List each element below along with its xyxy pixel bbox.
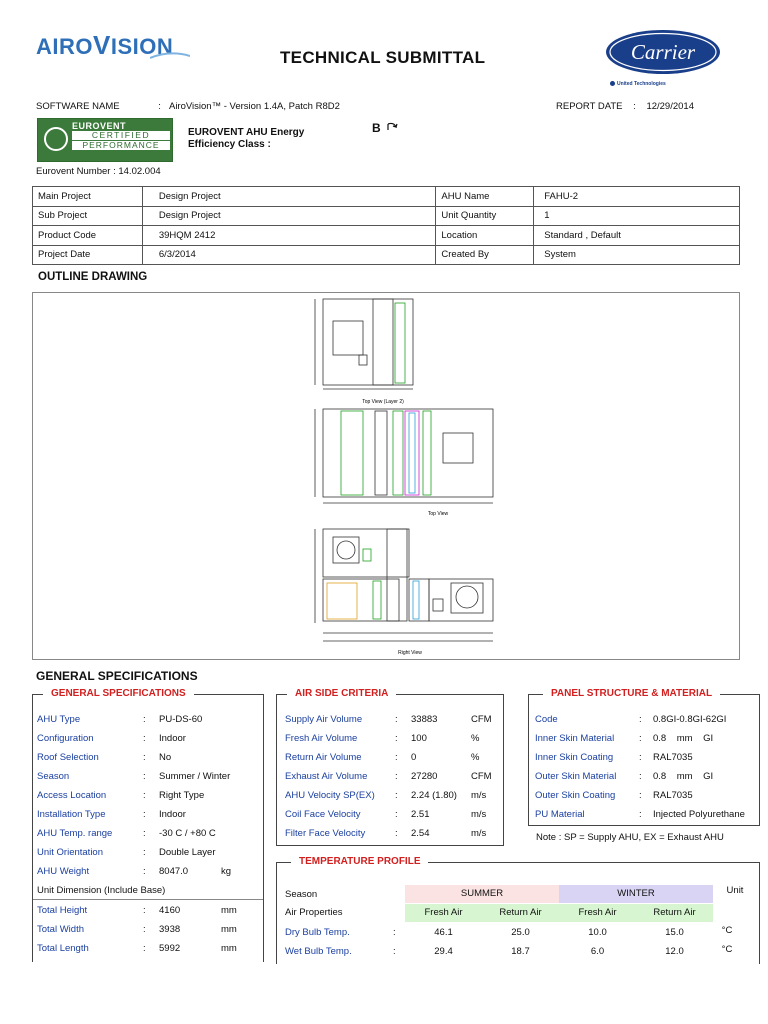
unit-dimension-divider	[33, 899, 263, 900]
eurovent-e-icon	[44, 127, 68, 151]
unit-header: Unit	[726, 885, 744, 896]
spec-unit: kg	[221, 866, 232, 877]
air-side-label: AHU Velocity SP(EX)	[285, 790, 375, 801]
air-side-colon: :	[395, 752, 398, 763]
right-view-drawing	[315, 529, 493, 641]
spec-value: 8047.0	[159, 866, 189, 877]
spec-colon: :	[143, 866, 146, 877]
temperature-unit: °C	[721, 944, 733, 955]
air-side-label: Fresh Air Volume	[285, 733, 358, 744]
air-side-value: 33883	[411, 714, 438, 725]
temperature-profile-title: TEMPERATURE PROFILE	[291, 856, 428, 867]
general-specifications-panel	[32, 688, 264, 962]
airovision-logo: AIROVISION	[36, 30, 174, 60]
air-side-unit: %	[471, 733, 480, 744]
air-properties-label: Air Properties	[285, 907, 343, 918]
air-side-label: Exhaust Air Volume	[285, 771, 368, 782]
spec-value: 4160	[159, 905, 181, 916]
air-side-value: 27280	[411, 771, 438, 782]
air-side-colon: :	[395, 771, 398, 782]
winter-header: WINTER	[559, 885, 713, 903]
panel-colon: :	[639, 752, 642, 763]
temperature-row-colon: :	[393, 927, 396, 938]
air-side-unit: CFM	[471, 771, 492, 782]
spec-value: Right Type	[159, 790, 205, 801]
spec-colon: :	[143, 790, 146, 801]
top-view-layer2-label: Top View (Layer 2)	[362, 399, 404, 405]
spec-label: Total Width	[37, 924, 84, 935]
air-side-panel-title: AIR SIDE CRITERIA	[287, 688, 396, 699]
temperature-value: 46.1	[434, 927, 453, 938]
temperature-value: 10.0	[588, 927, 607, 938]
spec-value: PU-DS-60	[159, 714, 203, 725]
panel-label: Outer Skin Coating	[535, 790, 616, 801]
top-view-layer2-drawing	[315, 299, 413, 389]
panel-value: Injected Polyurethane	[653, 809, 745, 820]
air-side-unit: m/s	[471, 790, 487, 801]
spec-label: Season	[37, 771, 70, 782]
outline-drawing-frame	[32, 292, 740, 660]
project-info-table	[32, 186, 740, 265]
air-side-unit: %	[471, 752, 480, 763]
panel-label: Inner Skin Material	[535, 733, 615, 744]
spec-colon: :	[143, 905, 146, 916]
outline-drawing-heading: OUTLINE DRAWING	[38, 271, 148, 283]
air-side-colon: :	[395, 828, 398, 839]
spec-label: Configuration	[37, 733, 94, 744]
energy-class-value: B	[372, 121, 398, 135]
summer-header: SUMMER	[405, 885, 559, 903]
general-panel-title: GENERAL SPECIFICATIONS	[43, 688, 194, 699]
class-arrow-icon	[386, 122, 398, 132]
panel-value: RAL7035	[653, 752, 693, 763]
panel-value: 0.8GI-0.8GI-62GI	[653, 714, 727, 725]
temperature-row-label: Wet Bulb Temp.	[285, 946, 352, 957]
report-date-row: REPORT DATE : 12/29/2014	[556, 101, 694, 112]
air-side-value: 100	[411, 733, 427, 744]
energy-efficiency-label: EUROVENT AHU Energy Efficiency Class :	[188, 127, 305, 150]
spec-label: Total Length	[37, 943, 89, 954]
panel-label: Code	[535, 714, 558, 725]
spec-colon: :	[143, 943, 146, 954]
air-side-label: Return Air Volume	[285, 752, 362, 763]
air-side-unit: CFM	[471, 714, 492, 725]
panel-structure-title: PANEL STRUCTURE & MATERIAL	[543, 688, 720, 699]
summer-return-header: Return Air	[482, 904, 559, 922]
panel-structure-panel	[528, 688, 760, 826]
air-side-value: 2.51	[411, 809, 430, 820]
panel-colon: :	[639, 790, 642, 801]
season-label: Season	[285, 889, 318, 900]
spec-value: -30 C / +80 C	[159, 828, 216, 839]
spec-label: AHU Type	[37, 714, 81, 725]
spec-value: Indoor	[159, 809, 186, 820]
general-specifications-heading: GENERAL SPECIFICATIONS	[36, 669, 198, 683]
spec-label: AHU Weight	[37, 866, 90, 877]
eurovent-certified-badge: EUROVENT CERTIFIED PERFORMANCE	[37, 118, 173, 162]
panel-label: Outer Skin Material	[535, 771, 617, 782]
air-side-unit: m/s	[471, 828, 487, 839]
eurovent-number: Eurovent Number : 14.02.004	[36, 166, 161, 177]
winter-fresh-header: Fresh Air	[559, 904, 636, 922]
air-side-criteria-panel	[276, 688, 504, 846]
panel-value: 0.8 mm GI	[653, 771, 714, 782]
air-side-colon: :	[395, 714, 398, 725]
spec-colon: :	[143, 809, 146, 820]
panel-value: 0.8 mm GI	[653, 733, 714, 744]
temperature-value: 12.0	[665, 946, 684, 957]
panel-value: RAL7035	[653, 790, 693, 801]
spec-label: AHU Temp. range	[37, 828, 113, 839]
carrier-tagline: United Technologies	[610, 81, 666, 87]
spec-unit: mm	[221, 924, 237, 935]
spec-colon: :	[143, 752, 146, 763]
temperature-profile-panel	[276, 856, 760, 964]
spec-colon: :	[143, 771, 146, 782]
top-view-label: Top View	[427, 511, 449, 517]
panel-colon: :	[639, 714, 642, 725]
temperature-value: 29.4	[434, 946, 453, 957]
air-side-label: Coil Face Velocity	[285, 809, 361, 820]
spec-label: Access Location	[37, 790, 107, 801]
winter-return-header: Return Air	[636, 904, 713, 922]
air-side-value: 2.24 (1.80)	[411, 790, 457, 801]
spec-unit: mm	[221, 905, 237, 916]
temperature-value: 18.7	[511, 946, 530, 957]
panel-colon: :	[639, 733, 642, 744]
spec-value: Double Layer	[159, 847, 216, 858]
spec-value: Summer / Winter	[159, 771, 231, 782]
spec-colon: :	[143, 924, 146, 935]
temperature-value: 15.0	[665, 927, 684, 938]
spec-colon: :	[143, 828, 146, 839]
spec-label: Roof Selection	[37, 752, 99, 763]
spec-colon: :	[143, 733, 146, 744]
spec-label: Unit Orientation	[37, 847, 104, 858]
unit-dimension-label: Unit Dimension (Include Base)	[37, 885, 166, 896]
air-side-unit: m/s	[471, 809, 487, 820]
panel-colon: :	[639, 771, 642, 782]
spec-colon: :	[143, 847, 146, 858]
air-side-colon: :	[395, 809, 398, 820]
air-side-colon: :	[395, 790, 398, 801]
carrier-logo-text: Carrier	[630, 40, 696, 64]
spec-value: No	[159, 752, 172, 763]
page-title: TECHNICAL SUBMITTAL	[280, 48, 486, 67]
supply-exhaust-note: Note : SP = Supply AHU, EX = Exhaust AHU	[536, 832, 724, 843]
spec-value: Indoor	[159, 733, 186, 744]
air-side-value: 0	[411, 752, 417, 763]
panel-label: Inner Skin Coating	[535, 752, 614, 763]
utc-dot-icon	[610, 81, 615, 86]
panel-colon: :	[639, 809, 642, 820]
temperature-value: 6.0	[590, 946, 605, 957]
top-view-drawing	[315, 409, 493, 503]
air-side-label: Filter Face Velocity	[285, 828, 366, 839]
air-side-colon: :	[395, 733, 398, 744]
spec-label: Installation Type	[37, 809, 106, 820]
spec-colon: :	[143, 714, 146, 725]
temperature-row-colon: :	[393, 946, 396, 957]
temperature-row-label: Dry Bulb Temp.	[285, 927, 350, 938]
table-row: Product Code 39HQM 2412 Location Standard , Default	[33, 226, 740, 246]
temperature-unit: °C	[721, 925, 733, 936]
panel-label: PU Material	[535, 809, 585, 820]
air-side-value: 2.54	[411, 828, 430, 839]
spec-label: Total Height	[37, 905, 88, 916]
spec-value: 5992	[159, 943, 181, 954]
air-side-label: Supply Air Volume	[285, 714, 363, 725]
temperature-value: 25.0	[511, 927, 530, 938]
summer-fresh-header: Fresh Air	[405, 904, 482, 922]
right-view-label: Right View	[398, 650, 422, 656]
carrier-logo-icon	[604, 28, 722, 88]
table-row: Main Project Design Project AHU Name FAHU-2	[33, 187, 740, 207]
software-name-row: SOFTWARE NAME : AiroVision™ - Version 1.4A, Patch R8D2	[36, 101, 340, 112]
table-row: Project Date 6/3/2014 Created By System	[33, 245, 740, 265]
outline-drawing	[33, 293, 739, 659]
spec-unit: mm	[221, 943, 237, 954]
table-row: Sub Project Design Project Unit Quantity 1	[33, 206, 740, 226]
spec-value: 3938	[159, 924, 181, 935]
airovision-swoosh-icon	[150, 52, 190, 60]
